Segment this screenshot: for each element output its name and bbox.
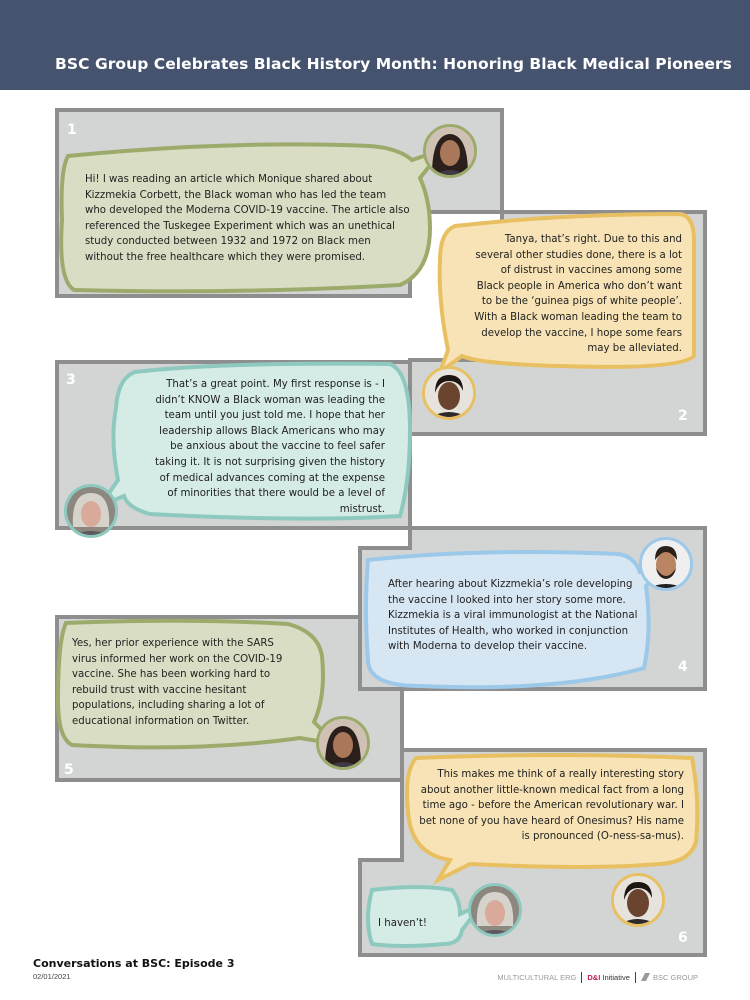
footer-title: Conversations at BSC: Episode 3 [33, 957, 235, 970]
woman-dark-hair-portrait-icon [319, 719, 367, 767]
panel-number-4: 4 [678, 659, 688, 675]
bubble-text-6: This makes me think of a really interesting story about another little-known medical fact from a long time ago - before the American revolutionary war. I bet none of you have heard of Onesimus? His name is pronounced (O-ness-sa-mus). [419, 769, 684, 843]
panel-number-1: 1 [67, 122, 77, 138]
bubble-text-4: After hearing about Kizzmekia’s role developing the vaccine I looked into her story some more. Kizzmekia is a viral immunologist at the National Institutes of Health, who worked in conjunction with Moderna to develop their vaccine. [388, 579, 638, 653]
avatar-tanya-2 [316, 716, 370, 770]
logo-divider [581, 972, 582, 983]
logo-di-word: Initiative [602, 973, 630, 982]
panel-number-6: 6 [678, 930, 688, 946]
panel-number-5: 5 [64, 762, 74, 778]
footer-date: 02/01/2021 [33, 972, 71, 981]
avatar-monique-2 [611, 873, 665, 927]
logo-bsc-text: BSC GROUP [652, 972, 698, 982]
bsc-mark-icon [641, 973, 651, 982]
woman-short-hair-portrait-icon [425, 369, 473, 417]
bubble-text-5: Yes, her prior experience with the SARS virus informed her work on the COVID-19 vaccine. She has been working hard to rebuild trust with vaccine hesitant populations, including sharing a lot of educational information on Twitter. [72, 638, 283, 727]
bubble-text-2: Tanya, that’s right. Due to this and several other studies done, there is a lot of distrust in vaccines among some Black people in America who don’t want to be the ‘guinea pigs of white people’. With a Black woman leading the team to develop the vaccine, I hope some fears may be alleviated. [474, 234, 682, 355]
woman-dark-hair-portrait-icon [426, 127, 474, 175]
avatar-bearded-man [639, 537, 693, 591]
logo-di-initiative [587, 973, 630, 982]
bubble-text-7: I haven’t! [378, 918, 428, 929]
woman-grey-hair-portrait-icon [471, 886, 519, 934]
panel-number-3: 3 [66, 372, 76, 388]
bubble-text-1: Hi! I was reading an article which Monique shared about Kizzmekia Corbett, the Black woman who has led the team who developed the Moderna COVID-19 vaccine. The article also referenced the Tuskegee Experiment which was an unethical study conducted between 1932 and 1972 on Black men without the free healthcare which they were promised. [85, 174, 410, 263]
woman-grey-hair-portrait-icon [67, 487, 115, 535]
woman-short-hair-portrait-icon [614, 876, 662, 924]
logo-multicultural-erg: MULTICULTURAL ERG [497, 973, 577, 982]
logo-divider [635, 972, 636, 983]
logo-di-mark: D&I [587, 973, 601, 982]
page-title: BSC Group Celebrates Black History Month: Honoring Black Medical Pioneers [55, 55, 732, 73]
avatar-tanya-1 [423, 124, 477, 178]
panel-number-2: 2 [678, 408, 688, 424]
footer-logos [497, 972, 698, 983]
bearded-man-portrait-icon [642, 540, 690, 588]
bubble-text-3: That’s a great point. My first response is - I didn’t KNOW a Black woman was leading the team until you just told me. I hope that her leadership allows Black Americans who may be anxious about the vaccine to feel safer taking it. It is not surprising given the history of medical advances coming at the expense of minorities that there would be a level of mistrust. [155, 379, 385, 515]
avatar-grey-haired-2 [468, 883, 522, 937]
logo-bsc-group [641, 973, 698, 983]
avatar-monique-1 [422, 366, 476, 420]
avatar-grey-haired-1 [64, 484, 118, 538]
